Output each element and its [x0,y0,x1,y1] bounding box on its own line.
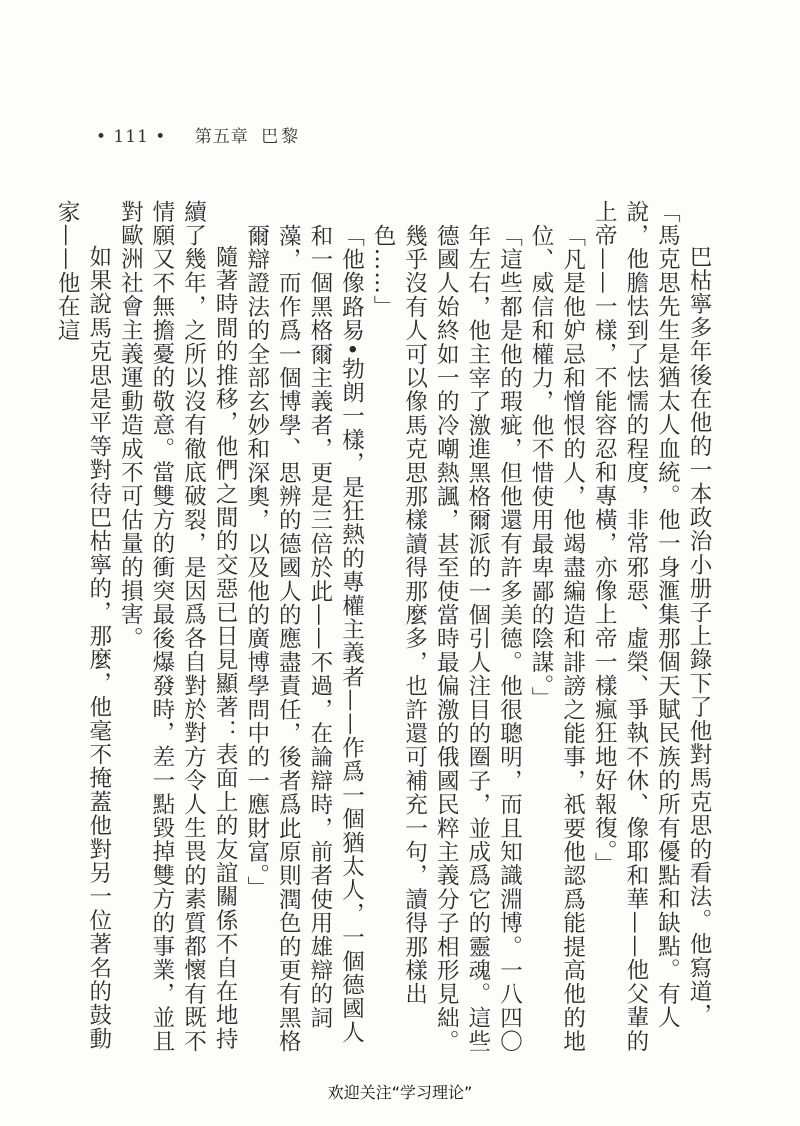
quote-paragraph-virtues: 「這些都是他的瑕疵，但他還有許多美德。他很聰明，而且知識淵博。一八四〇年左右，他主宰了激進黑格爾派的一個引人注目的圈子，並成爲它的靈魂。這些德國人始終如一的冷嘲熱諷，甚至使當時最偏激的俄國民粹主義分子相形見絀。幾乎沒有人可以像馬克思那樣讀得那麼多，也許還可補充一句，讀得那樣出色……」 [370,223,523,1054]
running-head [96,122,301,147]
footer-watermark: 欢迎关注“学习理论” [327,1083,473,1102]
body-text [54,200,714,1060]
quote-paragraph-authoritarian: 「他像路易•勃朗一樣，是狂熱的專權主義者——作爲一個猶太人，一個德國人和一個黑格爾主義者，更是三倍於此——不過，在論辯時，前者使用雄辯的詞藻，而作爲一個博學、思辨的德國人的應盡責任，後者爲此原則潤色的更有黑格爾辯證法的全部玄妙和深奧，以及他的廣博學問中的一應財富。」 [243,223,365,1054]
chapter-number: 第五章 [194,127,249,147]
quote-paragraph-envy: 「凡是他妒忌和憎恨的人，他竭盡編造和誹謗之能事，祇要他認爲能提高他的地位、威信和權力，他不惜使用最卑鄙的陰謀。」 [528,223,586,1054]
paragraph-estrangement: 隨著時間的推移，他們之間的交惡已日見顯著：表面上的友誼關係不自在地持續了幾年，之所以沒有徹底破裂，是因爲各自對於對方令人生畏的素質都懷有既不情願又不無擔憂的敬意。當雙方的衝突最後爆發時，差一點毀掉雙方的事業，並且對歐洲社會主義運動造成不可估量的損害。 [117,200,239,1054]
paragraph-continuation: 如果說馬克思是平等對待巴枯寧的，那麼，他毫不掩蓋他對另一位著名的鼓動家——他在這 [54,200,112,1051]
chapter-title: 巴黎 [261,127,302,147]
page-number: • 111 • [96,127,167,147]
paragraph-bakunin-view: 巴枯寧多年後在他的一本政治小册子上錄下了他對馬克思的看法。他寫道，「馬克思先生是猶太人血統。他一身滙集那個天賦民族的所有優點和缺點。有人說，他膽怯到了怯懦的程度，非常邪惡、虛榮、爭執不休、像耶和華——他父輩的上帝——一樣，不能容忍和專橫，亦像上帝一樣瘋狂地好報復。」 [591,200,712,1054]
